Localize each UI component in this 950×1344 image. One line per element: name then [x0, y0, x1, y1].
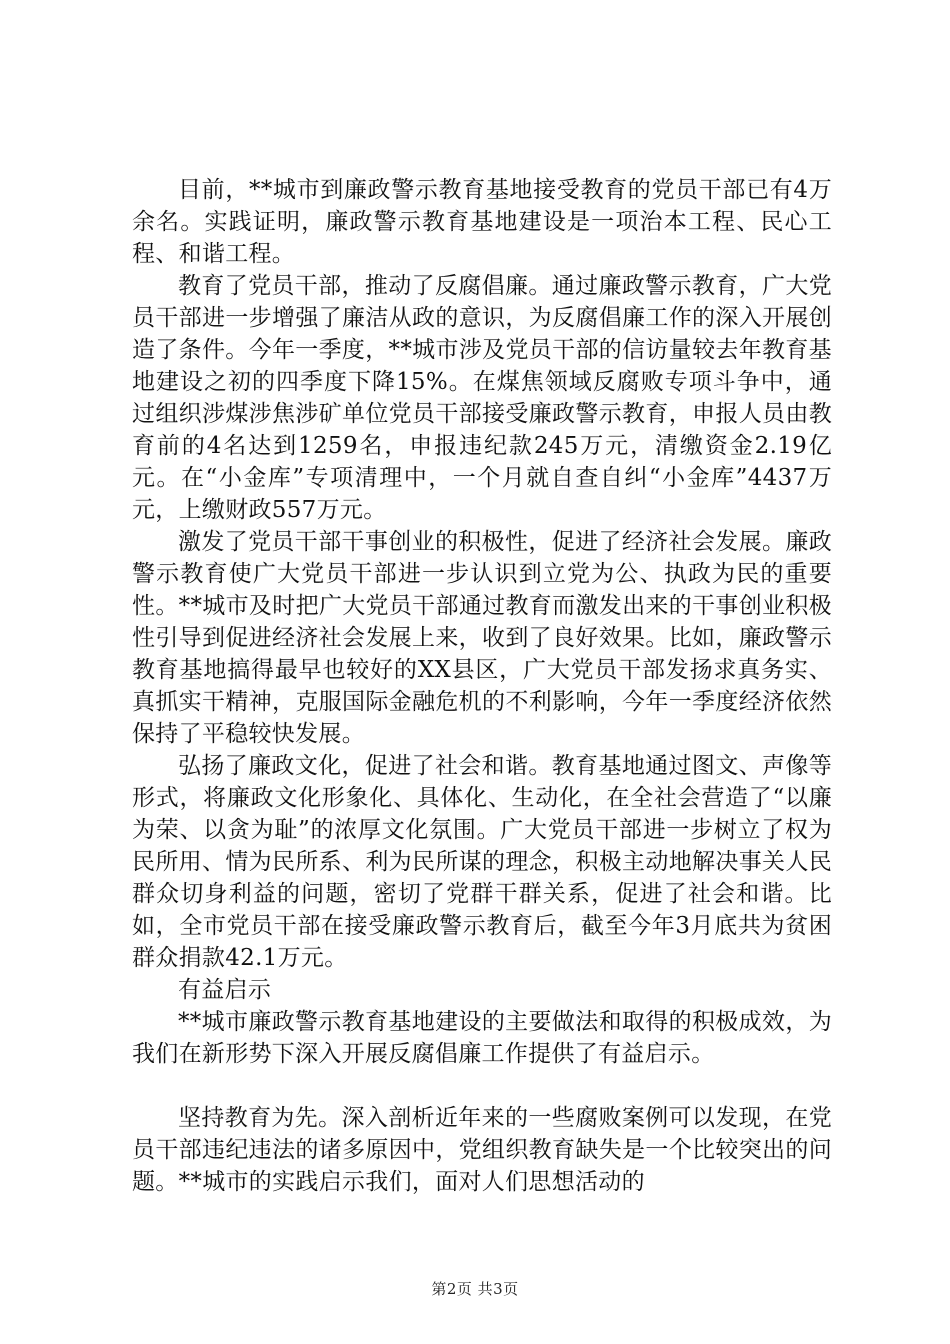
paragraph-economic-development: 激发了党员干部干事创业的积极性，促进了经济社会发展。廉政警示教育使广大党员干部进一步认识到立党为公、执政为民的重要性。**城市及时把广大党员干部通过教育而激发出来的干事创业积极性引导到促进经济社会发展上来，收到了良好效果。比如，廉政警示教育基地搞得最早也较好的XX县区，广大党员干部发扬求真务实、真抓实干精神，克服国际金融危机的不利影响，今年一季度经济依然保持了平稳较快发展。: [132, 529, 832, 747]
paragraph-intro: 目前，**城市到廉政警示教育基地接受教育的党员干部已有4万余名。实践证明，廉政警示教育基地建设是一项治本工程、民心工程、和谐工程。: [132, 177, 832, 267]
document-body: [132, 174, 832, 1198]
paragraph-clean-culture: 弘扬了廉政文化，促进了社会和谐。教育基地通过图文、声像等形式，将廉政文化形象化、具体化、生动化，在全社会营造了“以廉为荣、以贪为耻”的浓厚文化氛围。广大党员干部进一步树立了权为民所用、情为民所系、利为民所谋的理念，积极主动地解决事关人民群众切身利益的问题，密切了党群干群关系，促进了社会和谐。比如，全市党员干部在接受廉政警示教育后，截至今年3月底共为贫困群众捐款42.1万元。: [132, 753, 832, 971]
paragraph-education-first: 坚持教育为先。深入剖析近年来的一些腐败案例可以发现，在党员干部违纪违法的诸多原因中，党组织教育缺失是一个比较突出的问题。**城市的实践启示我们，面对人们思想活动的: [132, 1105, 832, 1195]
paragraph-enlightenment: **城市廉政警示教育基地建设的主要做法和取得的积极成效，为我们在新形势下深入开展反腐倡廉工作提供了有益启示。: [132, 1009, 832, 1067]
page-footer: 第2页 共3页: [431, 1280, 519, 1298]
paragraph-education-effect: 教育了党员干部，推动了反腐倡廉。通过廉政警示教育，广大党员干部进一步增强了廉洁从政的意识，为反腐倡廉工作的深入开展创造了条件。今年一季度，**城市涉及党员干部的信访量较去年教育基地建设之初的四季度下降15%。在煤焦领域反腐败专项斗争中，通过组织涉煤涉焦涉矿单位党员干部接受廉政警示教育，申报人员由教育前的4名达到1259名，申报违纪款245万元，清缴资金2.19亿元。在“小金库”专项清理中，一个月就自查自纠“小金库”4437万元，上缴财政557万元。: [132, 273, 832, 523]
section-heading: 有益启示: [178, 977, 272, 1003]
